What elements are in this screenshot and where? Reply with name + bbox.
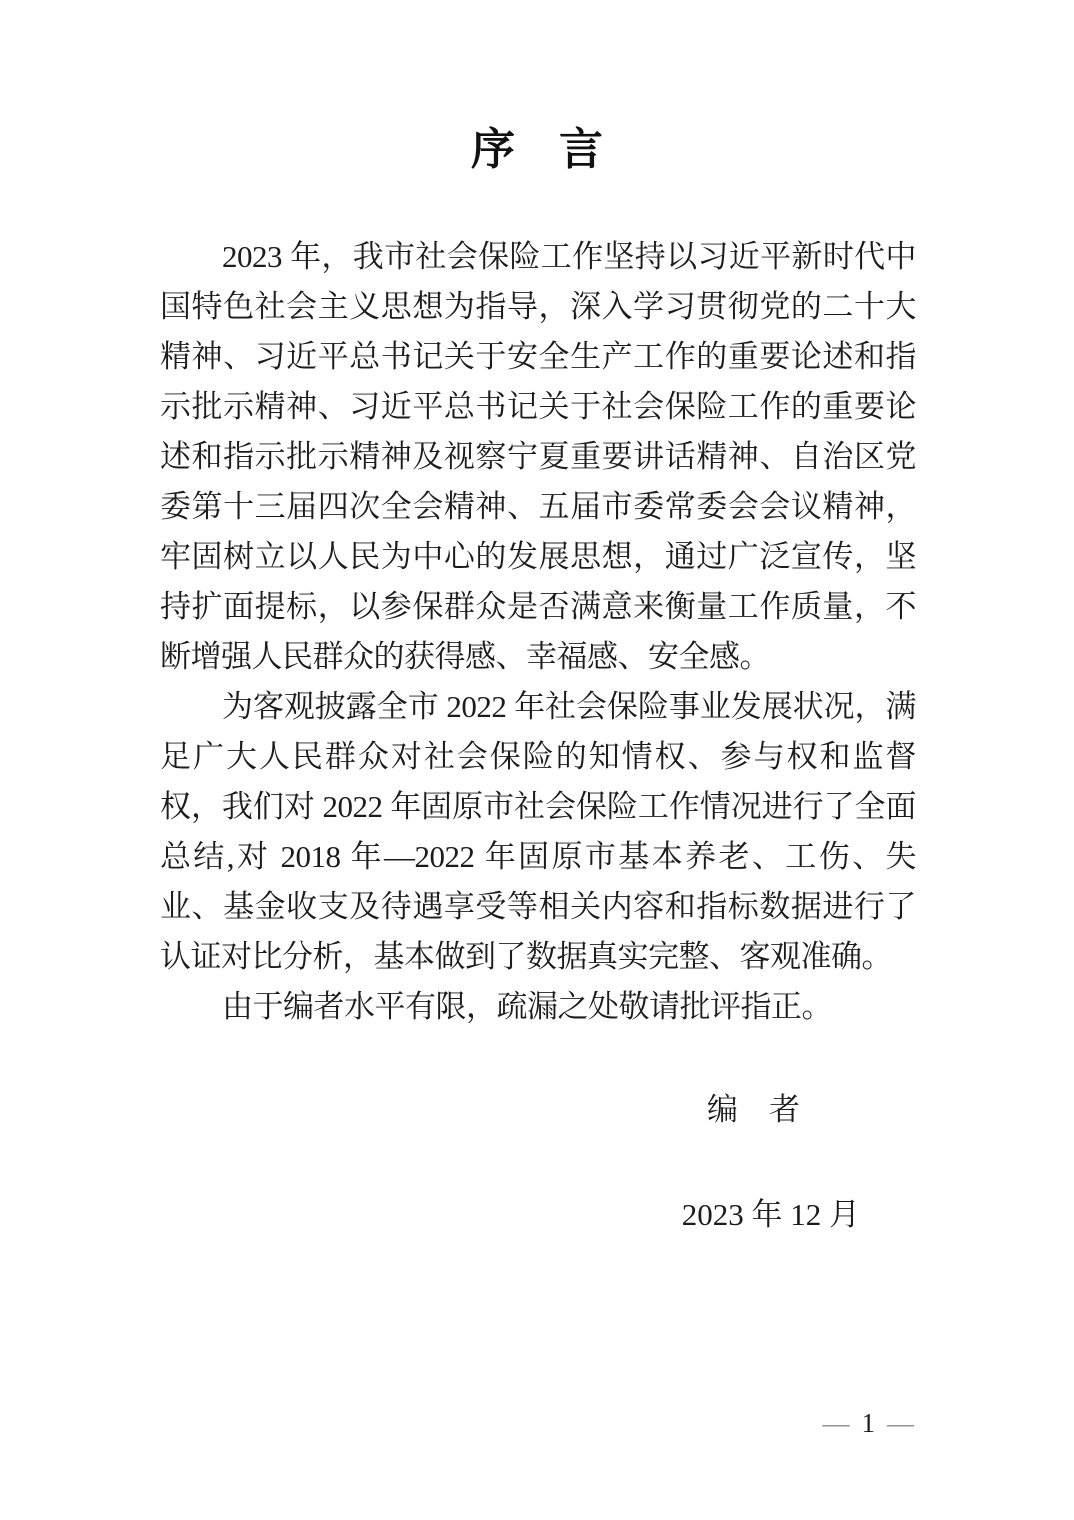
- paragraph-2: 为客观披露全市 2022 年社会保险事业发展状况，满足广大人民群众对社会保险的知情权、参与权和监督权，我们对 2022 年固原市社会保险工作情况进行了全面总结,对 2018 年—2022 年固原市基本养老、工伤、失业、基金收支及待遇享受等相关内容和指标数据进行了认证对比分析，基本做到了数据真实完整、客观准确。: [160, 689, 916, 974]
- paragraph-3: 由于编者水平有限，疏漏之处敬请批评指正。: [222, 989, 832, 1024]
- preface-body: [160, 232, 916, 1032]
- page-number-value: 1: [861, 1408, 875, 1438]
- page-number-dash-left: —: [822, 1408, 850, 1438]
- page-number-dash-right: —: [887, 1408, 914, 1438]
- paragraph-1: 2023 年，我市社会保险工作坚持以习近平新时代中国特色社会主义思想为指导，深入学习贯彻党的二十大精神、习近平总书记关于安全生产工作的重要论述和指示批示精神、习近平总书记关于社会保险工作的重要论述和指示批示精神及视察宁夏重要讲话精神、自治区党委第十三届四次全会精神、五届市委常委会会议精神，牢固树立以人民为中心的发展思想，通过广泛宣传，坚持扩面提标，以参保群众是否满意来衡量工作质量，不断增强人民群众的获得感、幸福感、安全感。: [160, 239, 916, 674]
- editor-signature: 编 者: [707, 1092, 800, 1127]
- page-number: [823, 1408, 915, 1438]
- page-title: 序 言: [471, 125, 603, 174]
- publication-date: 2023 年 12 月: [681, 1197, 860, 1232]
